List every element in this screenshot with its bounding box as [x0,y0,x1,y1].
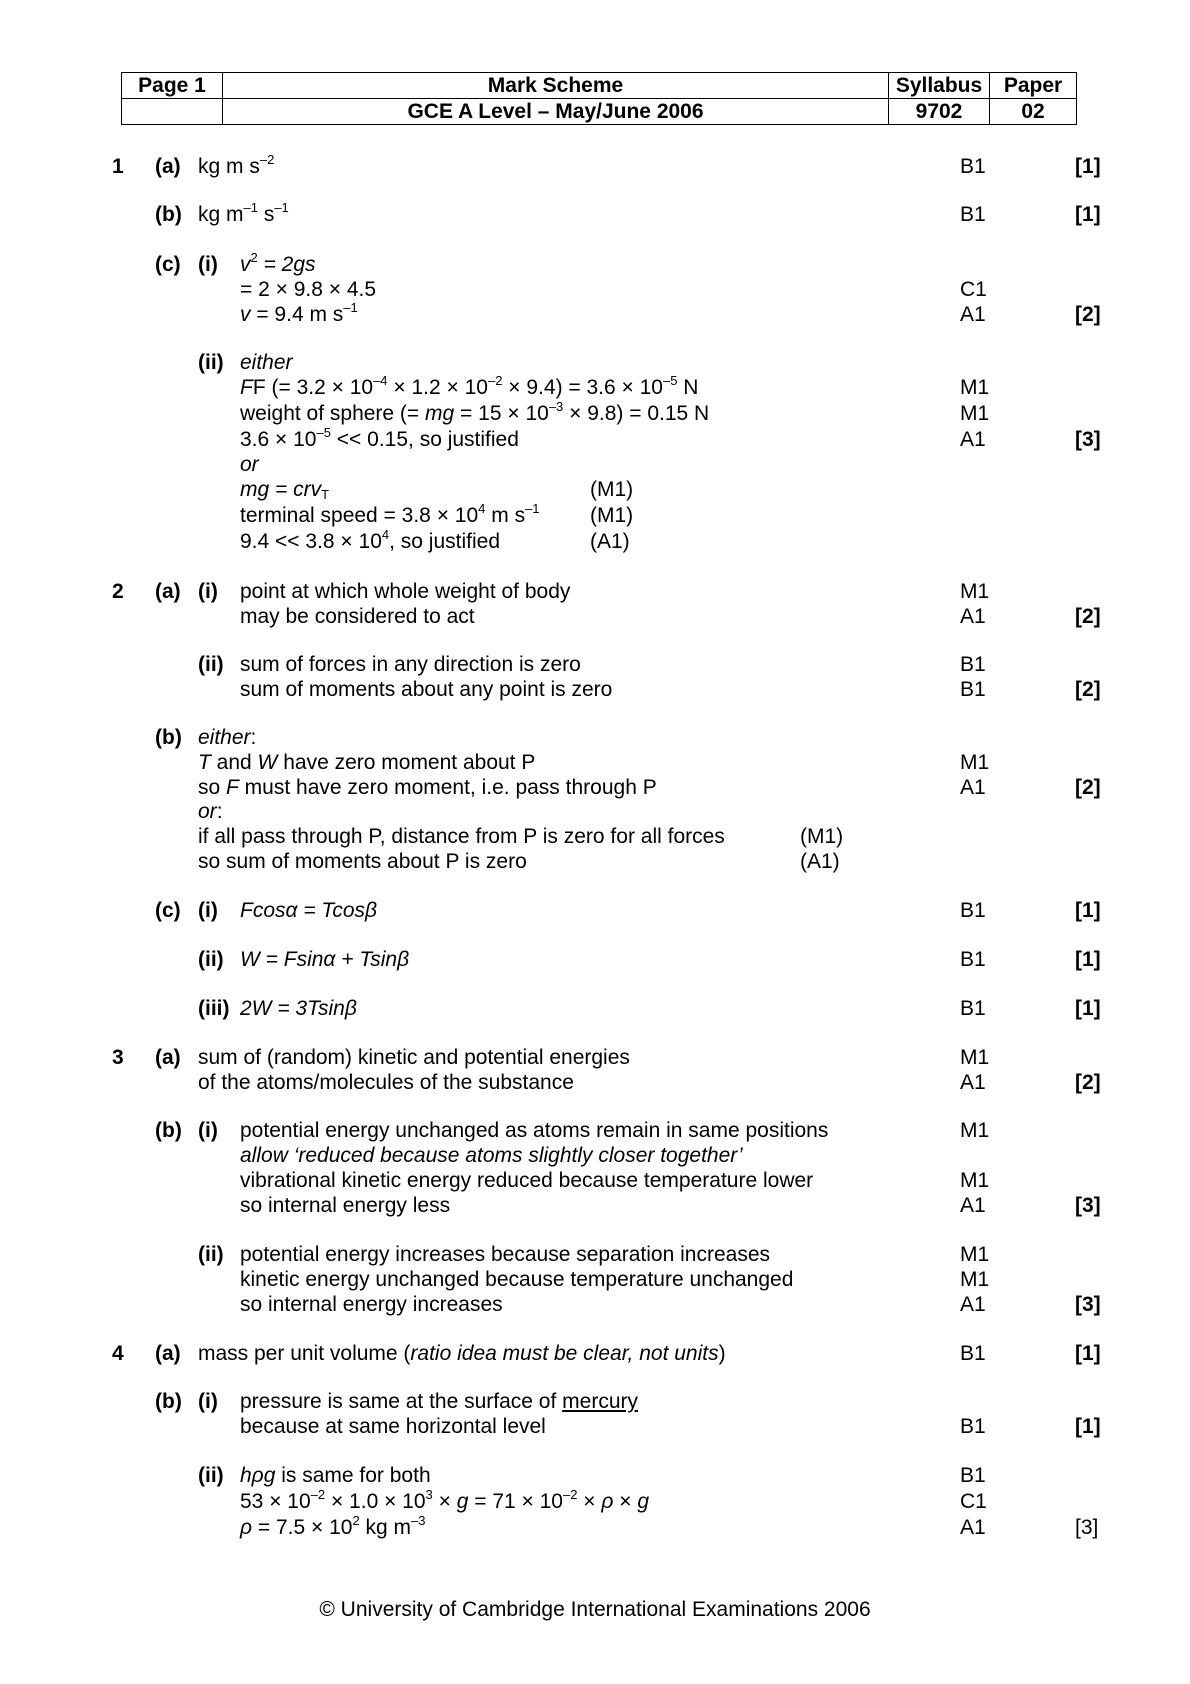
mark: B1 [960,203,986,226]
total-mark: [2] [1075,678,1101,701]
total-mark: [1] [1075,948,1101,971]
subpart-label: (ii) [198,653,224,676]
syllabus-code: 9702 [889,99,990,125]
answer-line: may be considered to act [240,605,475,628]
mark: B1 [960,1415,986,1438]
answer-line: terminal speed = $3.8 \times 10^4$ m $s^{-1}$ [240,501,540,527]
mark: A1 [960,303,986,326]
total-mark: [2] [1075,605,1101,628]
answer-line: kg $m^{-1}$ $s^{-1}$ [198,200,289,226]
answer-line: = 2 × 9.8 × 4.5 [240,278,377,301]
answer-line: weight of sphere (= mg = $15 \times 10^{-3} \times 9.8) = 0.15$ N [240,399,710,425]
mark: B1 [960,678,986,701]
answer-line: so F must have zero moment, i.e. pass through P [198,776,657,799]
mark: A1 [960,605,986,628]
total-mark: [3] [1075,1194,1101,1217]
syllabus-label: Syllabus [889,73,990,99]
subpart-label: (i) [198,899,218,922]
alt-mark: (M1) [590,478,634,501]
mark: B1 [960,155,986,178]
answer-line: so internal energy less [240,1194,451,1217]
answer-line: because at same horizontal level [240,1415,546,1438]
answer-line: 2W = 3Tsinβ [240,997,357,1020]
part-label: (b) [155,203,182,226]
answer-line: kg m $s^{-2}$ [198,152,275,178]
mark: A1 [960,1293,986,1316]
answer-line: $53 \times 10^{-2} \times 1.0 \times 10^3 \times g = 71 \times 10^{-2} \times \rho \times g$ [240,1487,650,1513]
mark: B1 [960,899,986,922]
page-label: Page 1 [122,73,223,99]
answer-line: T and W have zero moment about P [198,751,536,774]
part-label: (a) [155,1046,181,1069]
answer-line: hρg is same for both [240,1464,431,1487]
answer-line: $9.4 << 3.8 \times 10^4$, so justified [240,527,500,553]
part-label: (b) [155,1119,182,1142]
part-label: (a) [155,1342,181,1365]
subpart-label: (i) [198,580,218,603]
question-number: 4 [112,1342,124,1365]
paper-number: 02 [990,99,1077,125]
answer-line: sum of forces in any direction is zero [240,653,581,676]
total-mark: [3] [1075,428,1101,451]
answer-line: so internal energy increases [240,1293,503,1316]
total-mark: [1] [1075,1415,1101,1438]
answer-line: either [240,351,293,374]
answer-line: vibrational kinetic energy reduced because temperature lower [240,1169,814,1192]
mark: M1 [960,1046,990,1069]
part-label: (a) [155,155,181,178]
mark: A1 [960,1516,986,1539]
answer-line: or [240,453,259,476]
alt-mark: (M1) [800,825,844,848]
subpart-label: (ii) [198,351,224,374]
answer-line: of the atoms/molecules of the substance [198,1071,574,1094]
total-mark: [1] [1075,1342,1101,1365]
answer-line: FF (= $3.2 \times 10^{-4} \times 1.2 \times 10^{-2} \times 9.4) = 3.6 \times 10^{-5}$ N [240,373,699,399]
answer-line: potential energy increases because separation increases [240,1243,770,1266]
mark: A1 [960,428,986,451]
mark: M1 [960,376,990,399]
answer-line: allow ‘reduced because atoms slightly closer together’ [240,1144,743,1167]
mark: B1 [960,1342,986,1365]
mark: M1 [960,580,990,603]
subpart-label: (i) [198,1119,218,1142]
mark: C1 [960,278,987,301]
paper-label: Paper [990,73,1077,99]
subpart-label: (iii) [198,997,230,1020]
document-title: Mark Scheme [223,73,889,99]
mark: A1 [960,1194,986,1217]
answer-line: or: [198,800,223,823]
mark: B1 [960,653,986,676]
question-number: 2 [112,580,124,603]
mark: M1 [960,1169,990,1192]
answer-line: sum of (random) kinetic and potential energies [198,1046,630,1069]
question-number: 3 [112,1046,124,1069]
answer-line: if all pass through P, distance from P is zero for all forces [198,825,725,848]
answer-line: $v^2 = 2gs$ [240,250,316,276]
answer-line: sum of moments about any point is zero [240,678,613,701]
answer-line: so sum of moments about P is zero [198,850,527,873]
mark: M1 [960,1119,990,1142]
total-mark: [2] [1075,776,1101,799]
mark: B1 [960,948,986,971]
page-label-blank [122,99,223,125]
mark: A1 [960,776,986,799]
alt-mark: (A1) [590,530,630,553]
answer-line: mass per unit volume (ratio idea must be clear, not units) [198,1342,726,1365]
header-table [121,72,1077,125]
part-label: (c) [155,899,181,922]
total-mark: [3] [1075,1293,1101,1316]
document-subtitle: GCE A Level – May/June 2006 [223,99,889,125]
total-mark: [1] [1075,899,1101,922]
question-number: 1 [112,155,124,178]
mark: M1 [960,1243,990,1266]
mark: M1 [960,1268,990,1291]
answer-line: $3.6 \times 10^{-5} << 0.15$, so justified [240,425,519,451]
mark: C1 [960,1490,987,1513]
alt-mark: (A1) [800,850,840,873]
total-mark: [1] [1075,155,1101,178]
total-mark: [2] [1075,1071,1101,1094]
subpart-label: (ii) [198,1464,224,1487]
copyright-footer: © University of Cambridge International Examinations 2006 [319,1598,871,1621]
mark: M1 [960,402,990,425]
total-mark: [1] [1075,203,1101,226]
alt-mark: (M1) [590,504,634,527]
answer-line: point at which whole weight of body [240,580,571,603]
total-mark: [2] [1075,303,1101,326]
mark: B1 [960,1464,986,1487]
mark: M1 [960,751,990,774]
answer-line: v = 9.4 m $s^{-1}$ [240,300,358,326]
answer-line: $\rho = 7.5 \times 10^2$ kg $m^{-3}$ [240,1513,426,1539]
subpart-label: (ii) [198,1243,224,1266]
part-label: (a) [155,580,181,603]
subpart-label: (ii) [198,948,224,971]
part-label: (b) [155,1390,182,1413]
answer-line: either: [198,726,257,749]
part-label: (c) [155,253,181,276]
answer-line: Fcosα = Tcosβ [240,899,377,922]
part-label: (b) [155,726,182,749]
answer-line: potential energy unchanged as atoms remain in same positions [240,1119,829,1142]
answer-line: pressure is same at the surface of mercury [240,1390,638,1413]
subpart-label: (i) [198,1390,218,1413]
answer-line: kinetic energy unchanged because temperature unchanged [240,1268,794,1291]
mark: A1 [960,1071,986,1094]
mark: B1 [960,997,986,1020]
subpart-label: (i) [198,253,218,276]
answer-line: W = Fsinα + Tsinβ [240,948,410,971]
total-mark: [1] [1075,997,1101,1020]
answer-line: mg = crv$_T$ [240,478,330,502]
total-mark: [3] [1075,1516,1099,1539]
